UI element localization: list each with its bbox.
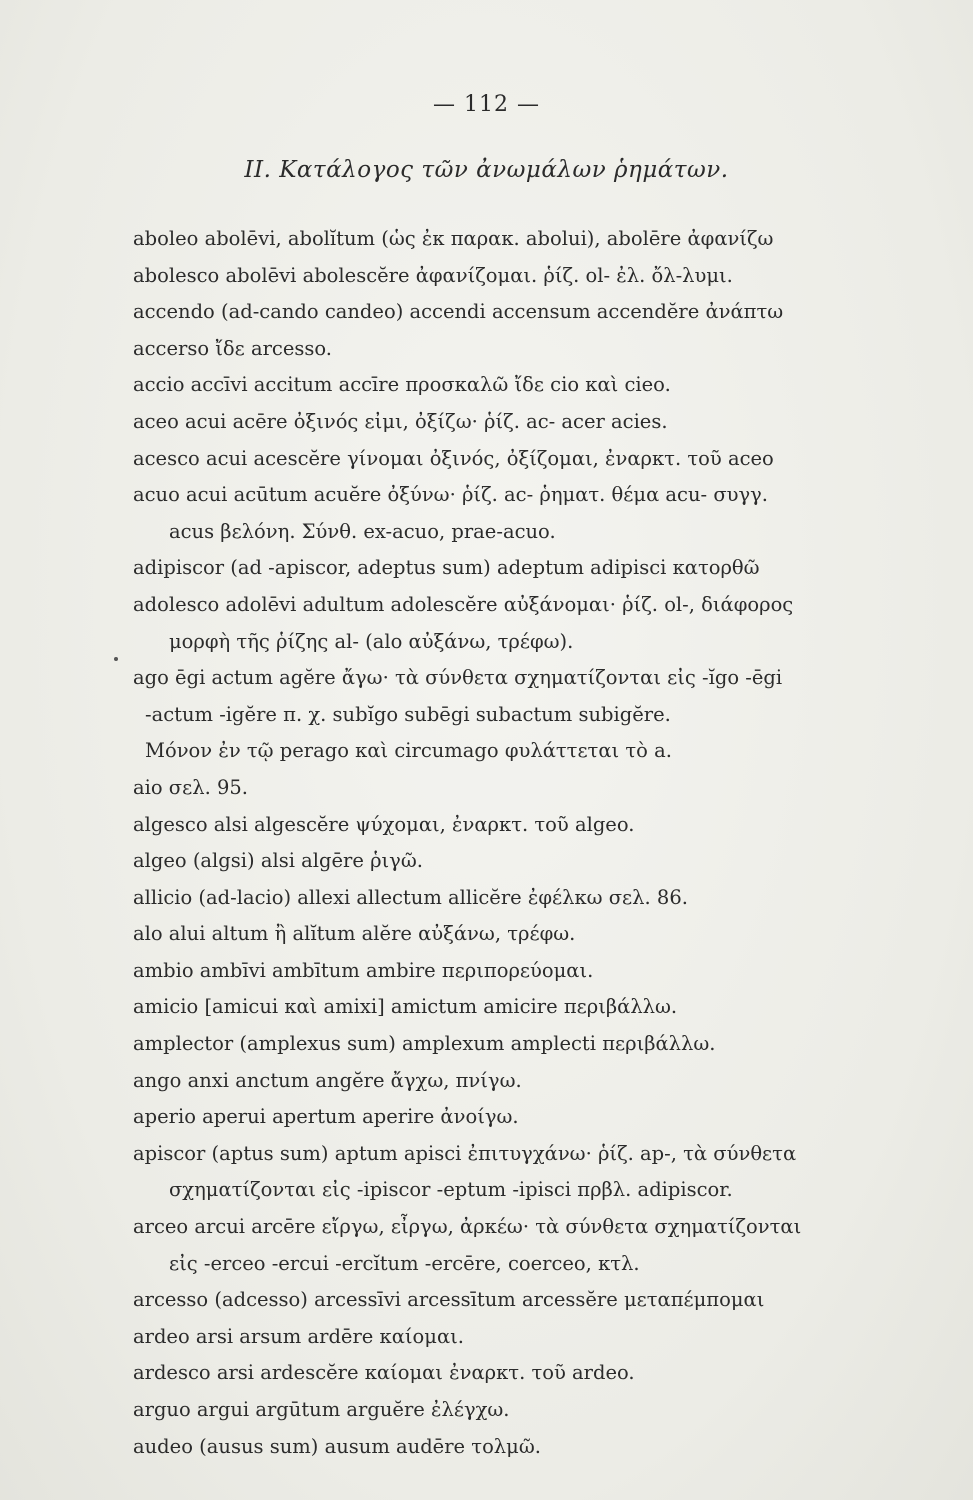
verb-entry: aceo acui acēre ὀξινός εἰμι, ὀξίζω· ῥίζ. ac- acer acies. xyxy=(133,409,668,433)
verb-entry: audeo (ausus sum) ausum audēre τολμῶ. xyxy=(133,1434,541,1458)
verb-entry: ago ēgi actum agĕre ἄγω· τὰ σύνθετα σχηματίζονται εἰς -ĭgo -ēgi xyxy=(133,666,783,690)
verb-entry-continuation: μορφὴ τῆς ῥίζης al- (alo αὐξάνω, τρέφω). xyxy=(169,629,574,653)
verb-entry: amicio [amicui καὶ amixi] amictum amicire περιβάλλω. xyxy=(133,995,678,1019)
verb-entry: allicio (ad-lacio) allexi allectum allicĕre ἐφέλκω σελ. 86. xyxy=(133,885,688,909)
verb-entry: adolesco adolēvi adultum adolescĕre αὐξάνομαι· ῥίζ. ol-, διάφορος xyxy=(133,592,794,616)
page-number: — 112 — xyxy=(433,92,540,117)
verb-entry: algesco alsi algescĕre ψύχομαι, ἐναρκτ. τοῦ algeo. xyxy=(133,812,635,836)
verb-entry-continuation: Μόνον ἐν τῷ perago καὶ circumago φυλάττεται τὸ a. xyxy=(145,739,672,763)
verb-entry: amplector (amplexus sum) amplexum amplecti περιβάλλω. xyxy=(133,1032,716,1056)
verb-entry: aperio aperui apertum aperire ἀνοίγω. xyxy=(133,1105,519,1129)
verb-entry-continuation: acus βελόνη. Σύνθ. ex-acuo, prae-acuo. xyxy=(169,519,556,543)
verb-entry: alo alui altum ἢ alĭtum alĕre αὐξάνω, τρέφω. xyxy=(133,922,576,946)
verb-entry: arcesso (adcesso) arcessīvi arcessītum arcessĕre μεταπέμπομαι xyxy=(133,1288,765,1312)
verb-entry: algeo (algsi) alsi algēre ῥιγῶ. xyxy=(133,849,423,873)
verb-entry: ardesco arsi ardescĕre καίομαι ἐναρκτ. τοῦ ardeo. xyxy=(133,1361,635,1385)
verb-entry: ango anxi anctum angĕre ἄγχω, πνίγω. xyxy=(133,1068,522,1092)
verb-entry: accendo (ad-cando candeo) accendi accensum accendĕre ἀνάπτω xyxy=(133,300,784,324)
verb-entry: acesco acui acescĕre γίνομαι ὀξινός, ὀξίζομαι, ἐναρκτ. τοῦ aceo xyxy=(133,446,774,470)
verb-entry-continuation: εἰς -erceo -ercui -ercĭtum -ercēre, coerceo, κτλ. xyxy=(169,1251,640,1275)
verb-entry: ambio ambīvi ambītum ambire περιπορεύομαι. xyxy=(133,958,594,982)
verb-entry: aboleo abolēvi, abolĭtum (ὡς ἐκ παρακ. abolui), abolēre ἀφανίζω xyxy=(133,227,774,250)
verb-entry: abolesco abolēvi abolescĕre ἀφανίζομαι. ῥίζ. ol- ἐλ. ὄλ-λυμι. xyxy=(133,263,733,287)
verb-entry: aio σελ. 95. xyxy=(133,775,248,799)
verb-entry: adipiscor (ad -apiscor, adeptus sum) adeptum adipisci κατορθῶ xyxy=(133,556,760,580)
verb-entry: arguo argui argūtum arguĕre ἐλέγχω. xyxy=(133,1398,510,1421)
margin-mark xyxy=(114,657,118,661)
verb-entry: arceo arcui arcēre εἴργω, εἶργω, ἀρκέω· τὰ σύνθετα σχηματίζονται xyxy=(133,1215,802,1239)
verb-entry: accerso ἴδε arcesso. xyxy=(133,336,332,360)
verb-entry-continuation: σχηματίζονται εἰς -ipiscor -eptum -ipisci πρβλ. adipiscor. xyxy=(169,1178,733,1202)
verb-entry: ardeo arsi arsum ardēre καίομαι. xyxy=(133,1324,464,1348)
verb-list xyxy=(133,221,968,1465)
section-heading: II. Κατάλογος τῶν ἀνωμάλων ῥημάτων. xyxy=(244,157,729,183)
verb-entry: acuo acui acūtum acuĕre ὀξύνω· ῥίζ. ac- ῥηματ. θέμα acu- συγγ. xyxy=(133,483,768,507)
verb-entry: accio accīvi accitum accīre προσκαλῶ ἴδε cio καὶ cieo. xyxy=(133,373,671,397)
verb-entry: apiscor (aptus sum) aptum apisci ἐπιτυγχάνω· ῥίζ. ap-, τὰ σύνθετα xyxy=(133,1141,797,1165)
verb-entry-continuation: -actum -igĕre π. χ. subĭgo subēgi subactum subigĕre. xyxy=(145,702,671,726)
